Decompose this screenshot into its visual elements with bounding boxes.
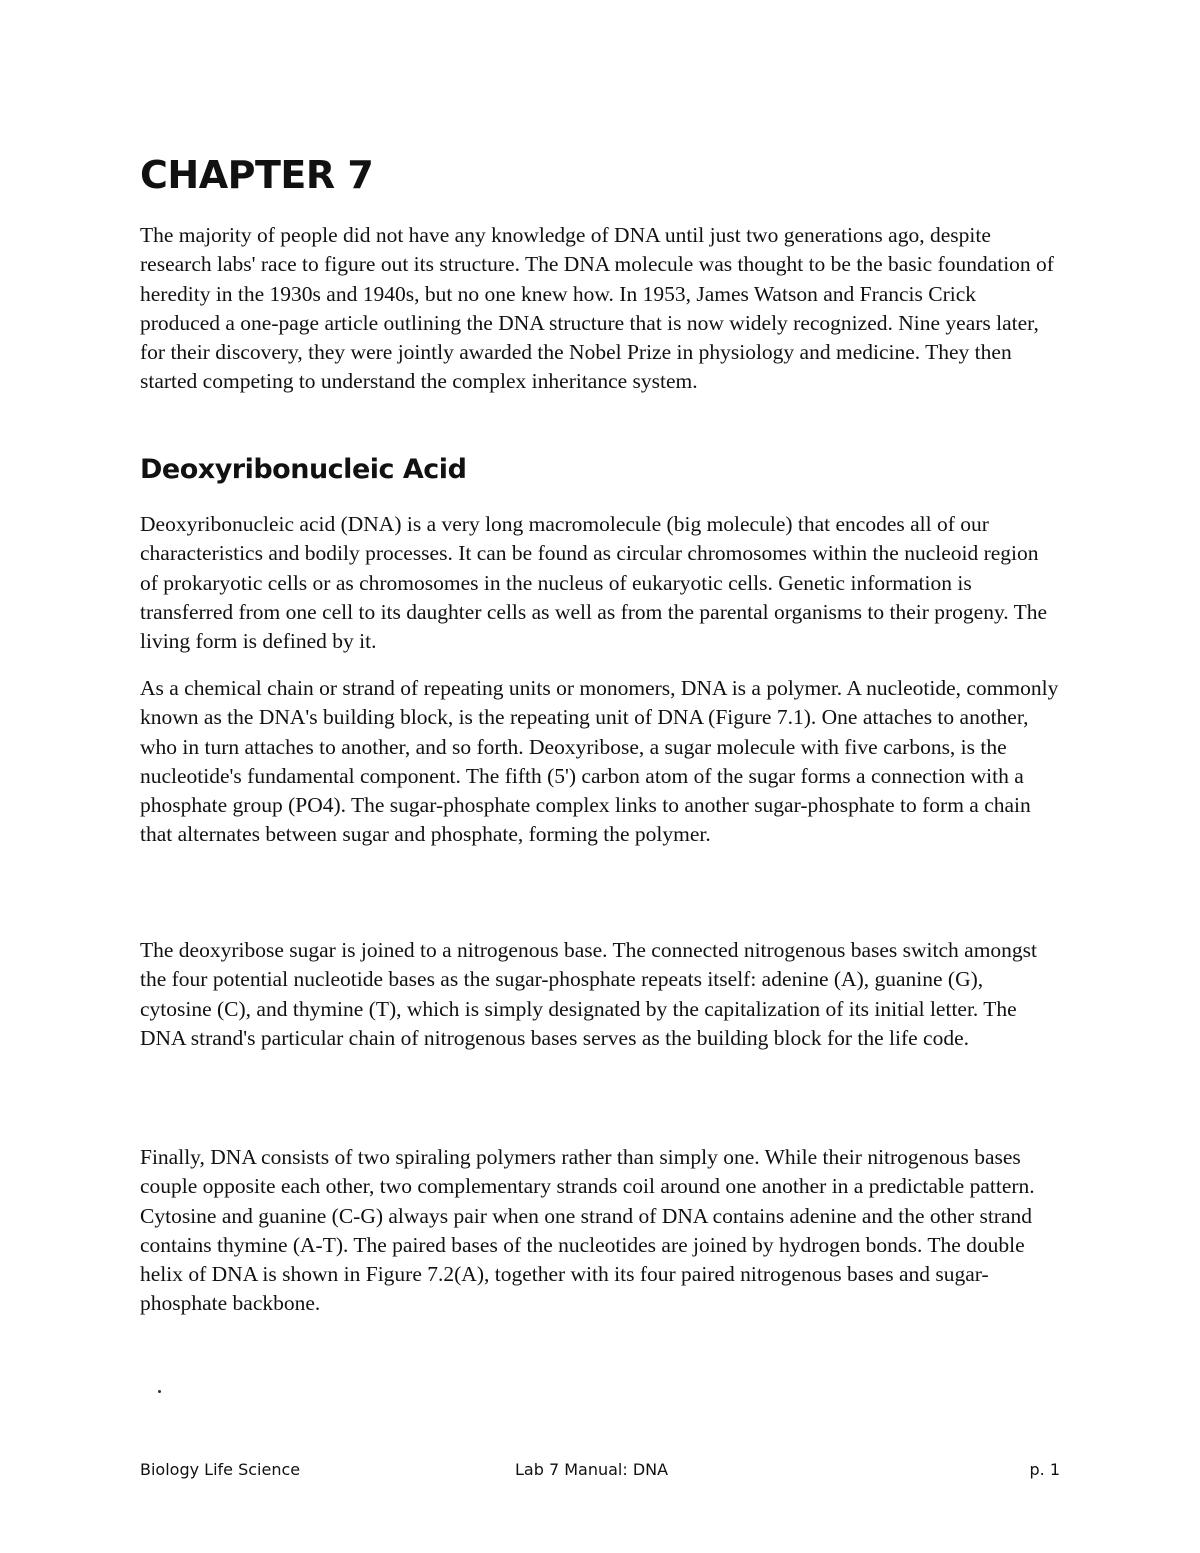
footer-manual-title: Lab 7 Manual: DNA bbox=[515, 1460, 669, 1479]
stray-dot-mark bbox=[158, 1390, 161, 1393]
footer-page-number: p. 1 bbox=[1029, 1460, 1060, 1479]
section-paragraph-1: Deoxyribonucleic acid (DNA) is a very long macromolecule (big molecule) that encodes all of our characteristics and bodily processes. It can be found as circular chromosomes within the nucleoid region of prokaryotic cells or as chromosomes in the nucleus of eukaryotic cells. Genetic information is transferred from one cell to its daughter cells as well as from the parental organisms to their progeny. The living form is defined by it. bbox=[140, 512, 1048, 654]
chapter-title: CHAPTER 7 bbox=[140, 153, 374, 197]
footer-course: Biology Life Science bbox=[140, 1460, 301, 1479]
section-paragraph-4: Finally, DNA consists of two spiraling polymers rather than simply one. While their nitrogenous bases couple opposite each other, two complementary strands coil around one another in a predictable pattern. Cytosine and guanine (C-G) always pair when one strand of DNA contains adenine and the other strand contains thymine (A-T). The paired bases of the nucleotides are joined by hydrogen bonds. The double helix of DNA is shown in Figure 7.2(A), together with its four paired nitrogenous bases and sugar-phosphate backbone. bbox=[140, 1145, 1035, 1316]
section-heading: Deoxyribonucleic Acid bbox=[140, 454, 467, 485]
intro-paragraph: The majority of people did not have any knowledge of DNA until just two generations ago, despite research labs' race to figure out its structure. The DNA molecule was thought to be the basic foundation of heredity in the 1930s and 1940s, but no one knew how. In 1953, James Watson and Francis Crick produced a one-page article outlining the DNA structure that is now widely recognized. Nine years later, for their discovery, they were jointly awarded the Nobel Prize in physiology and medicine. They then started competing to understand the complex inheritance system. bbox=[140, 223, 1054, 394]
section-paragraph-2: As a chemical chain or strand of repeating units or monomers, DNA is a polymer. A nucleotide, commonly known as the DNA's building block, is the repeating unit of DNA (Figure 7.1). One attaches to another, who in turn attaches to another, and so forth. Deoxyribose, a sugar molecule with five carbons, is the nucleotide's fundamental component. The fifth (5') carbon atom of the sugar forms a connection with a phosphate group (PO4). The sugar-phosphate complex links to another sugar-phosphate to form a chain that alternates between sugar and phosphate, forming the polymer. bbox=[140, 676, 1059, 847]
section-paragraph-3: The deoxyribose sugar is joined to a nitrogenous base. The connected nitrogenous bases switch amongst the four potential nucleotide bases as the sugar-phosphate repeats itself: adenine (A), guanine (G), cytosine (C), and thymine (T), which is simply designated by the capitalization of its initial letter. The DNA strand's particular chain of nitrogenous bases serves as the building block for the life code. bbox=[140, 938, 1038, 1050]
